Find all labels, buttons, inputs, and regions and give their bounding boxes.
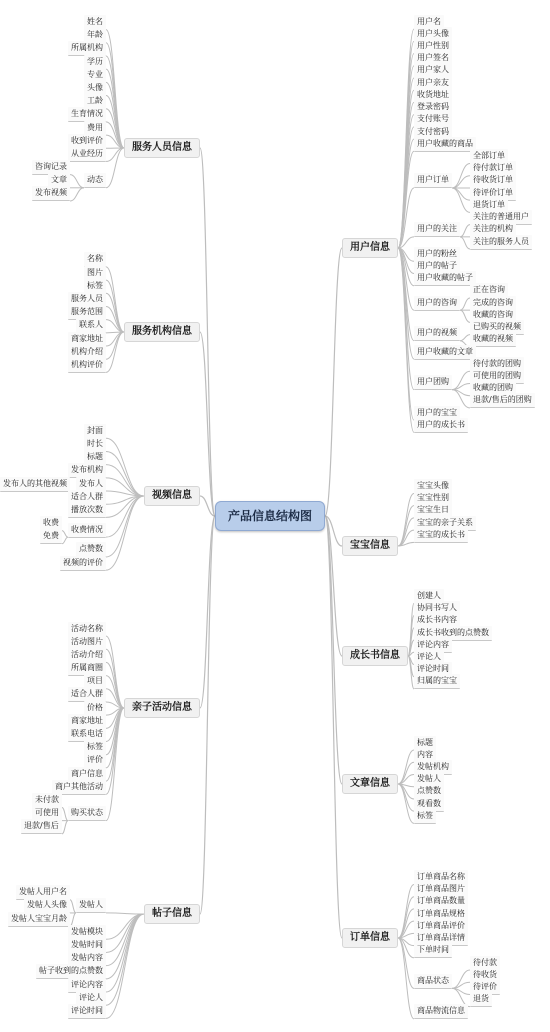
branch-video[interactable]: 视频信息 xyxy=(144,486,200,506)
item-user-8[interactable]: 支付账号 xyxy=(414,112,452,127)
item-user-17[interactable]: 用户的视频 xyxy=(414,326,460,341)
item-org-5[interactable]: 联系人 xyxy=(76,318,106,333)
subitem-user-11-0[interactable]: 全部订单 xyxy=(470,149,508,164)
item-video-4[interactable]: 发布人 xyxy=(76,477,106,492)
item-video-9[interactable]: 视频的评价 xyxy=(60,556,106,571)
subitem-user-19-0[interactable]: 待付款的团购 xyxy=(470,357,524,372)
item-article-6[interactable]: 标签 xyxy=(414,809,436,824)
connector-line xyxy=(398,938,414,1019)
item-order-0[interactable]: 订单商品名称 xyxy=(414,870,468,885)
item-activity-9[interactable]: 标签 xyxy=(84,740,106,755)
connector-line xyxy=(200,516,215,708)
item-article-0[interactable]: 标题 xyxy=(414,736,436,751)
item-growth-6[interactable]: 评论时间 xyxy=(414,662,452,677)
item-order-1[interactable]: 订单商品图片 xyxy=(414,882,468,897)
item-growth-1[interactable]: 协同书写人 xyxy=(414,601,460,616)
item-order-8[interactable]: 商品物流信息 xyxy=(414,1004,468,1019)
connector-line xyxy=(70,175,84,188)
item-user-4[interactable]: 用户家人 xyxy=(414,63,452,78)
item-baby-1[interactable]: 宝宝性别 xyxy=(414,491,452,506)
item-post-6[interactable]: 评论人 xyxy=(76,991,106,1006)
item-staff-3[interactable]: 学历 xyxy=(84,55,106,70)
item-growth-0[interactable]: 创建人 xyxy=(414,589,444,604)
item-user-12[interactable]: 用户的关注 xyxy=(414,222,460,237)
item-video-5[interactable]: 适合人群 xyxy=(68,490,106,505)
subitem-user-11-4[interactable]: 退货订单 xyxy=(470,198,508,213)
item-org-1[interactable]: 图片 xyxy=(84,266,106,281)
connector-line xyxy=(106,914,144,992)
connector-line xyxy=(325,248,342,516)
subitem-post-0-2[interactable]: 发帖人宝宝月龄 xyxy=(8,912,70,927)
connector-line xyxy=(452,188,470,200)
item-article-4[interactable]: 点赞数 xyxy=(414,784,444,799)
branch-growth[interactable]: 成长书信息 xyxy=(342,646,408,666)
item-post-1[interactable]: 发帖模块 xyxy=(68,925,106,940)
item-user-6[interactable]: 收货地址 xyxy=(414,88,452,103)
item-user-19[interactable]: 用户团购 xyxy=(414,375,452,390)
item-article-5[interactable]: 观看数 xyxy=(414,797,444,812)
item-org-7[interactable]: 机构介绍 xyxy=(68,345,106,360)
item-user-3[interactable]: 用户签名 xyxy=(414,51,452,66)
connector-line xyxy=(452,176,470,188)
item-article-3[interactable]: 发帖人 xyxy=(414,772,444,787)
item-user-1[interactable]: 用户头像 xyxy=(414,27,452,42)
item-growth-4[interactable]: 评论内容 xyxy=(414,638,452,653)
item-user-7[interactable]: 登录密码 xyxy=(414,100,452,115)
subitem-activity-13-0[interactable]: 未付款 xyxy=(32,793,62,808)
connector-line xyxy=(398,897,414,938)
connector-line xyxy=(398,784,414,823)
connector-line xyxy=(106,708,124,794)
subitem-user-11-3[interactable]: 待评价订单 xyxy=(470,186,516,201)
item-video-7[interactable]: 收费情况 xyxy=(68,523,106,538)
item-staff-9[interactable]: 收到评价 xyxy=(68,134,106,149)
item-baby-0[interactable]: 宝宝头像 xyxy=(414,479,452,494)
item-staff-7[interactable]: 生育情况 xyxy=(68,107,106,122)
subitem-order-7-2[interactable]: 待评价 xyxy=(470,980,500,995)
item-video-1[interactable]: 时长 xyxy=(84,437,106,452)
item-article-1[interactable]: 内容 xyxy=(414,748,436,763)
item-staff-10[interactable]: 从业经历 xyxy=(68,147,106,162)
connector-line xyxy=(106,914,144,1005)
connector-line xyxy=(62,821,68,834)
subitem-video-4-0[interactable]: 发布人的其他视频 xyxy=(0,477,70,492)
item-activity-13[interactable]: 购买状态 xyxy=(68,806,106,821)
item-video-6[interactable]: 播放次数 xyxy=(68,503,106,518)
subitem-user-12-0[interactable]: 关注的普通用户 xyxy=(470,210,532,225)
subitem-user-17-0[interactable]: 已购买的视频 xyxy=(470,320,524,335)
branch-staff[interactable]: 服务人员信息 xyxy=(124,138,200,158)
subitem-post-0-1[interactable]: 发帖人头像 xyxy=(24,898,70,913)
subitem-post-0-0[interactable]: 发帖人用户名 xyxy=(16,885,70,900)
item-video-3[interactable]: 发布机构 xyxy=(68,463,106,478)
item-order-7[interactable]: 商品状态 xyxy=(414,974,452,989)
item-post-2[interactable]: 发帖时间 xyxy=(68,938,106,953)
branch-user[interactable]: 用户信息 xyxy=(342,238,398,258)
subitem-order-7-0[interactable]: 待付款 xyxy=(470,956,500,971)
connector-line xyxy=(460,310,470,322)
branch-baby[interactable]: 宝宝信息 xyxy=(342,536,398,556)
subitem-video-7-0[interactable]: 收费 xyxy=(40,516,62,531)
subitem-user-12-1[interactable]: 关注的机构 xyxy=(470,222,516,237)
connector-line xyxy=(62,537,68,544)
subitem-user-16-2[interactable]: 收藏的咨询 xyxy=(470,308,516,323)
item-video-0[interactable]: 封面 xyxy=(84,424,106,439)
connector-line xyxy=(460,298,470,310)
item-activity-12[interactable]: 商户其他活动 xyxy=(52,780,106,795)
item-user-20[interactable]: 用户的宝宝 xyxy=(414,406,460,421)
connector-line xyxy=(106,496,144,557)
item-staff-11[interactable]: 动态 xyxy=(84,173,106,188)
item-post-3[interactable]: 发帖内容 xyxy=(68,951,106,966)
item-growth-3[interactable]: 成长书收到的点赞数 xyxy=(414,626,492,641)
item-org-2[interactable]: 标签 xyxy=(84,279,106,294)
subitem-user-12-2[interactable]: 关注的服务人员 xyxy=(470,235,532,250)
connector-line xyxy=(106,913,144,914)
connector-line xyxy=(200,516,215,914)
item-user-13[interactable]: 用户的粉丝 xyxy=(414,247,460,262)
subitem-activity-13-2[interactable]: 退款/售后 xyxy=(21,819,62,834)
connector-line xyxy=(106,636,124,708)
item-order-6[interactable]: 下单时间 xyxy=(414,943,452,958)
item-growth-7[interactable]: 归属的宝宝 xyxy=(414,674,460,689)
subitem-activity-13-1[interactable]: 可使用 xyxy=(32,806,62,821)
connector-line xyxy=(106,267,124,332)
branch-order[interactable]: 订单信息 xyxy=(342,928,398,948)
item-baby-2[interactable]: 宝宝生日 xyxy=(414,503,452,518)
subitem-staff-11-1[interactable]: 文章 xyxy=(48,173,70,188)
subitem-user-11-1[interactable]: 待付款订单 xyxy=(470,161,516,176)
item-staff-6[interactable]: 工龄 xyxy=(84,94,106,109)
connector-line xyxy=(460,237,470,249)
item-staff-4[interactable]: 专业 xyxy=(84,68,106,83)
item-baby-3[interactable]: 宝宝的亲子关系 xyxy=(414,516,476,531)
item-activity-7[interactable]: 商家地址 xyxy=(68,714,106,729)
item-activity-0[interactable]: 活动名称 xyxy=(68,622,106,637)
connector-line xyxy=(70,188,84,201)
item-user-16[interactable]: 用户的咨询 xyxy=(414,296,460,311)
subitem-user-17-1[interactable]: 收藏的视频 xyxy=(470,332,516,347)
subitem-video-7-1[interactable]: 免费 xyxy=(40,529,62,544)
item-order-2[interactable]: 订单商品数量 xyxy=(414,894,468,909)
connector-line xyxy=(106,280,124,332)
item-org-4[interactable]: 服务范围 xyxy=(68,305,106,320)
item-user-2[interactable]: 用户性别 xyxy=(414,39,452,54)
item-activity-4[interactable]: 项目 xyxy=(84,674,106,689)
item-post-4[interactable]: 帖子收到的点赞数 xyxy=(36,964,106,979)
item-user-15[interactable]: 用户收藏的帖子 xyxy=(414,271,476,286)
connector-line xyxy=(460,335,470,341)
item-growth-2[interactable]: 成长书内容 xyxy=(414,613,460,628)
connector-line xyxy=(398,506,414,546)
item-video-2[interactable]: 标题 xyxy=(84,450,106,465)
subitem-user-19-2[interactable]: 收藏的团购 xyxy=(470,381,516,396)
subitem-user-19-3[interactable]: 退款/售后的团购 xyxy=(470,393,535,408)
item-org-6[interactable]: 商家地址 xyxy=(68,332,106,347)
item-order-5[interactable]: 订单商品详情 xyxy=(414,931,468,946)
item-user-9[interactable]: 支付密码 xyxy=(414,125,452,140)
subitem-user-11-2[interactable]: 待收货订单 xyxy=(470,173,516,188)
item-user-10[interactable]: 用户收藏的商品 xyxy=(414,137,476,152)
item-activity-6[interactable]: 价格 xyxy=(84,701,106,716)
item-staff-2[interactable]: 所属机构 xyxy=(68,41,106,56)
item-org-0[interactable]: 名称 xyxy=(84,252,106,267)
connector-line xyxy=(452,188,470,212)
item-activity-8[interactable]: 联系电话 xyxy=(68,727,106,742)
subitem-staff-11-0[interactable]: 咨询记录 xyxy=(32,160,70,175)
connector-line xyxy=(106,914,144,979)
item-activity-10[interactable]: 评价 xyxy=(84,753,106,768)
branch-article[interactable]: 文章信息 xyxy=(342,774,398,794)
item-staff-0[interactable]: 姓名 xyxy=(84,15,106,30)
subitem-user-16-1[interactable]: 完成的咨询 xyxy=(470,296,516,311)
subitem-order-7-1[interactable]: 待收货 xyxy=(470,968,500,983)
item-org-3[interactable]: 服务人员 xyxy=(68,292,106,307)
subitem-order-7-3[interactable]: 退货 xyxy=(470,992,492,1007)
connector-line xyxy=(200,148,215,516)
item-post-5[interactable]: 评论内容 xyxy=(68,978,106,993)
item-user-21[interactable]: 用户的成长书 xyxy=(414,418,468,433)
item-activity-11[interactable]: 商户信息 xyxy=(68,767,106,782)
item-user-11[interactable]: 用户订单 xyxy=(414,173,452,188)
root-node: 产品信息结构图 xyxy=(215,501,325,531)
connector-line xyxy=(452,164,470,188)
connector-line xyxy=(106,306,124,332)
item-post-0[interactable]: 发帖人 xyxy=(76,898,106,913)
item-activity-1[interactable]: 活动图片 xyxy=(68,635,106,650)
item-user-14[interactable]: 用户的帖子 xyxy=(414,259,460,274)
connector-line xyxy=(398,248,414,390)
item-user-5[interactable]: 用户亲友 xyxy=(414,76,452,91)
connector-line xyxy=(398,784,414,811)
subitem-staff-11-2[interactable]: 发布视频 xyxy=(32,186,70,201)
branch-activity[interactable]: 亲子活动信息 xyxy=(124,698,200,718)
item-order-4[interactable]: 订单商品评价 xyxy=(414,919,468,934)
item-order-3[interactable]: 订单商品规格 xyxy=(414,907,468,922)
item-post-7[interactable]: 评论时间 xyxy=(68,1004,106,1019)
connector-line xyxy=(106,332,124,372)
branch-post[interactable]: 帖子信息 xyxy=(144,904,200,924)
item-activity-5[interactable]: 适合人群 xyxy=(68,687,106,702)
item-user-0[interactable]: 用户名 xyxy=(414,15,444,30)
item-activity-3[interactable]: 所属商圈 xyxy=(68,661,106,676)
subitem-user-19-1[interactable]: 可使用的团购 xyxy=(470,369,524,384)
item-baby-4[interactable]: 宝宝的成长书 xyxy=(414,528,468,543)
item-staff-5[interactable]: 头像 xyxy=(84,81,106,96)
item-growth-5[interactable]: 评论人 xyxy=(414,650,444,665)
item-staff-8[interactable]: 费用 xyxy=(84,121,106,136)
subitem-user-16-0[interactable]: 正在咨询 xyxy=(470,283,508,298)
branch-org[interactable]: 服务机构信息 xyxy=(124,322,200,342)
connector-line xyxy=(106,451,144,496)
item-video-8[interactable]: 点赞数 xyxy=(76,542,106,557)
item-user-18[interactable]: 用户收藏的文章 xyxy=(414,345,476,360)
item-staff-1[interactable]: 年龄 xyxy=(84,28,106,43)
connector-line xyxy=(460,225,470,237)
item-activity-2[interactable]: 活动介绍 xyxy=(68,648,106,663)
item-article-2[interactable]: 发帖机构 xyxy=(414,760,452,775)
item-org-8[interactable]: 机构评价 xyxy=(68,358,106,373)
